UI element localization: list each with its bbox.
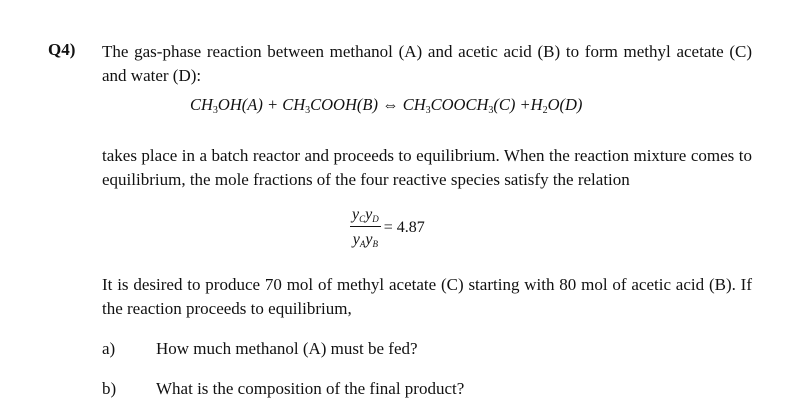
species-sub: C xyxy=(359,214,366,224)
eq-sub: 3 xyxy=(488,105,494,116)
eq-sub: 2 xyxy=(542,105,548,116)
eq-part: CH xyxy=(190,95,213,114)
fraction-numerator xyxy=(350,206,381,226)
species-sub: A xyxy=(359,239,366,249)
fraction-denominator xyxy=(351,227,380,249)
eq-sub: 3 xyxy=(305,105,311,116)
condition-paragraph: takes place in a batch reactor and proceeds to equilibrium. When the reaction mixture comes to equilibrium, the mole fractions of the four reactive species satisfy the relation xyxy=(102,146,752,189)
question-number: Q4) xyxy=(48,40,76,59)
part-b-text: What is the composition of the final product? xyxy=(156,379,465,398)
eq-part: OH(A) + CH xyxy=(217,95,306,114)
goal-paragraph: It is desired to produce 70 mol of methyl acetate (C) starting with 80 mol of acetic acid (B). If the reaction proceeds to equilibrium, xyxy=(102,275,752,318)
part-b-label: b) xyxy=(102,379,117,398)
eq-part: COOCH xyxy=(430,95,489,114)
eq-sub: 3 xyxy=(425,105,431,116)
relation-value: = 4.87 xyxy=(383,218,425,236)
mole-fraction-symbol: y xyxy=(365,231,373,248)
species-sub: D xyxy=(372,214,379,224)
intro-paragraph: The gas-phase reaction between methanol (A) and acetic acid (B) to form methyl acetate (C) and water (D): xyxy=(102,42,752,85)
reaction-equation xyxy=(190,95,582,116)
part-a-label: a) xyxy=(102,339,116,358)
mole-fraction-symbol: y xyxy=(352,206,360,223)
species-sub: B xyxy=(372,239,378,249)
fraction xyxy=(350,206,381,249)
eq-part: O(D) xyxy=(547,95,583,114)
equilibrium-relation xyxy=(350,206,425,249)
eq-part: COOH(B) ⇔ CH xyxy=(310,95,426,114)
mole-fraction-symbol: y xyxy=(365,206,373,223)
mole-fraction-symbol: y xyxy=(352,231,360,248)
eq-part: (C) +H xyxy=(493,95,543,114)
part-a-text: How much methanol (A) must be fed? xyxy=(156,339,418,358)
eq-sub: 3 xyxy=(212,105,218,116)
